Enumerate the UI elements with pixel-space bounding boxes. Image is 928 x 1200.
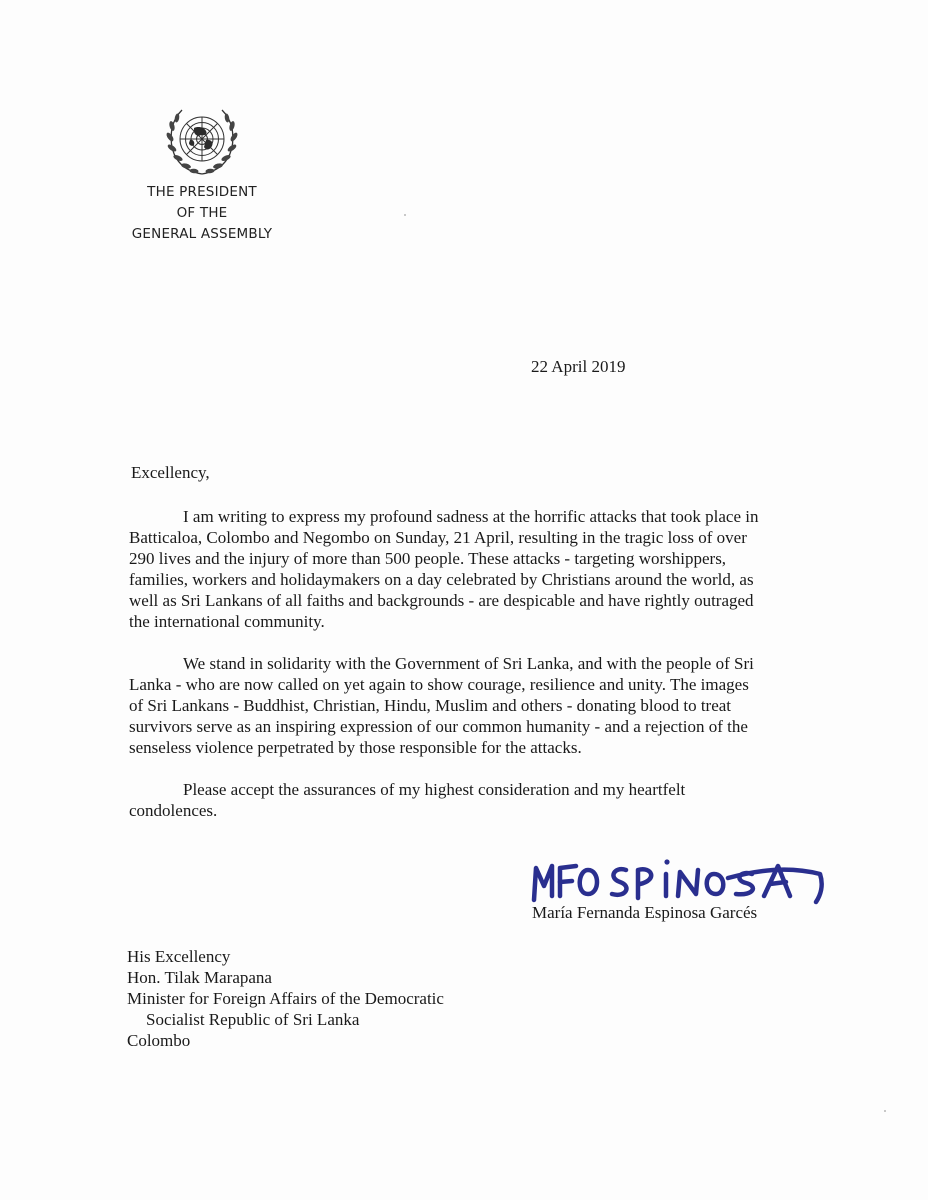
letterhead bbox=[112, 182, 292, 245]
body-paragraph bbox=[129, 653, 809, 758]
letterhead-line: THE PRESIDENT bbox=[147, 184, 257, 200]
letterhead-line: GENERAL ASSEMBLY bbox=[131, 226, 273, 242]
body-paragraph bbox=[129, 506, 809, 632]
text-line: We stand in solidarity with the Government of Sri Lanka, and with the people of Sri bbox=[183, 654, 754, 673]
text-line: survivors serve as an inspiring expression of our common humanity - and a rejection of the bbox=[129, 717, 748, 736]
signer-name: María Fernanda Espinosa Garcés bbox=[532, 903, 758, 922]
text-line: families, workers and holidaymakers on a day celebrated by Christians around the world, as bbox=[129, 570, 754, 589]
addressee-line: Socialist Republic of Sri Lanka bbox=[146, 1010, 360, 1029]
text-line: condolences. bbox=[129, 801, 218, 820]
text-line: well as Sri Lankans of all faiths and backgrounds - are despicable and have rightly outraged bbox=[129, 591, 754, 610]
text-line: 290 lives and the injury of more than 500 people. These attacks - targeting worshippers, bbox=[129, 549, 727, 568]
addressee-line: His Excellency bbox=[127, 947, 231, 966]
body-paragraph bbox=[129, 779, 809, 821]
text-line: Please accept the assurances of my highest consideration and my heartfelt bbox=[183, 780, 686, 799]
text-line: Lanka - who are now called on yet again to show courage, resilience and unity. The images bbox=[129, 675, 749, 694]
addressee-block bbox=[127, 946, 444, 1051]
scan-speck bbox=[884, 1110, 886, 1112]
letter-date: 22 April 2019 bbox=[531, 357, 626, 376]
text-line: of Sri Lankans - Buddhist, Christian, Hindu, Muslim and others - donating blood to treat bbox=[129, 696, 732, 715]
addressee-line: Hon. Tilak Marapana bbox=[127, 968, 272, 987]
scan-speck bbox=[404, 214, 406, 216]
text-line: the international community. bbox=[129, 612, 325, 631]
text-line: Batticaloa, Colombo and Negombo on Sunday, 21 April, resulting in the tragic loss of over bbox=[129, 528, 747, 547]
text-line: senseless violence perpetrated by those responsible for the attacks. bbox=[129, 738, 582, 757]
text-line: I am writing to express my profound sadness at the horrific attacks that took place in bbox=[183, 507, 759, 526]
addressee-line: Minister for Foreign Affairs of the Democratic bbox=[127, 989, 444, 1008]
salutation: Excellency, bbox=[131, 463, 210, 482]
letterhead-line: OF THE bbox=[176, 205, 228, 221]
un-emblem-icon bbox=[164, 106, 240, 178]
addressee-line: Colombo bbox=[127, 1031, 191, 1050]
